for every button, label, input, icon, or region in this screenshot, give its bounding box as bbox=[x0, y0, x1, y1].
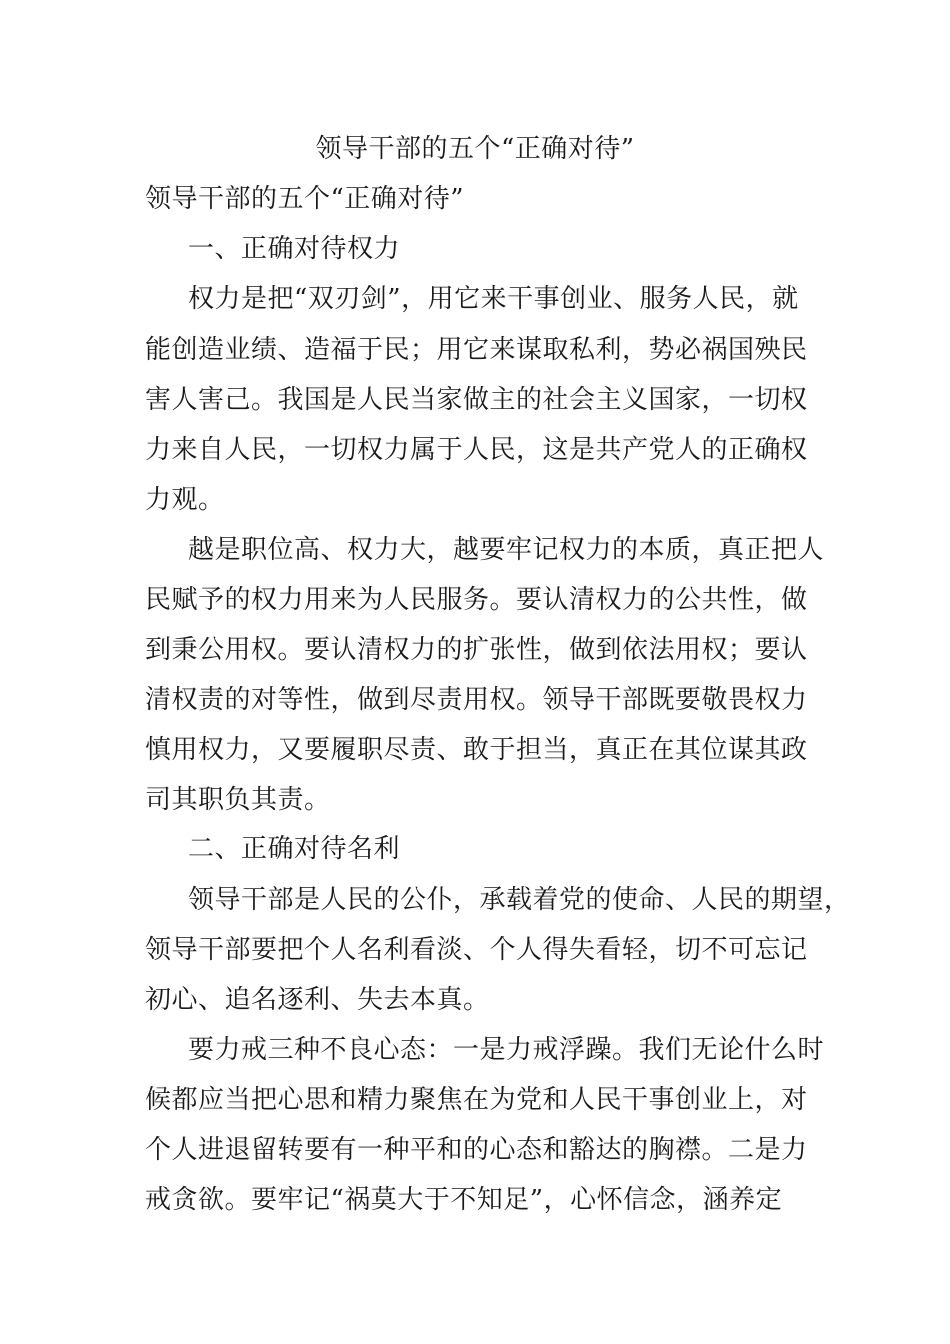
paragraph-line: 慎用权力，又要履职尽责、敢于担当，真正在其位谋其政 bbox=[145, 735, 808, 765]
paragraph-line: 民赋予的权力用来为人民服务。要认清权力的公共性，做 bbox=[145, 585, 808, 615]
section-heading-fame: 二、正确对待名利 bbox=[188, 834, 401, 864]
paragraph-line: 清权责的对等性，做到尽责用权。领导干部既要敬畏权力 bbox=[145, 685, 808, 715]
paragraph-line: 力观。 bbox=[145, 485, 225, 515]
paragraph-line: 越是职位高、权力大，越要牢记权力的本质，真正把人 bbox=[188, 535, 825, 565]
paragraph-line: 要力戒三种不良心态：一是力戒浮躁。我们无论什么时 bbox=[188, 1035, 825, 1065]
paragraph-line: 到秉公用权。要认清权力的扩张性，做到依法用权；要认 bbox=[145, 635, 808, 665]
paragraph-line: 初心、追名逐利、失去本真。 bbox=[145, 985, 490, 1015]
paragraph-line: 能创造业绩、造福于民；用它来谋取私利，势必祸国殃民 bbox=[145, 335, 808, 365]
section-heading-power: 一、正确对待权力 bbox=[188, 234, 401, 264]
paragraph-line: 戒贪欲。要牢记“祸莫大于不知足”，心怀信念，涵养定 bbox=[145, 1185, 783, 1215]
paragraph-line: 司其职负其责。 bbox=[145, 785, 331, 815]
subtitle-line: 领导干部的五个“正确对待” bbox=[145, 184, 465, 214]
paragraph-line: 权力是把“双刃剑”，用它来干事创业、服务人民，就 bbox=[188, 284, 799, 314]
paragraph-line: 害人害己。我国是人民当家做主的社会主义国家，一切权 bbox=[145, 385, 808, 415]
document-title: 领导干部的五个“正确对待” bbox=[315, 134, 635, 164]
paragraph-line: 领导干部要把个人名利看淡、个人得失看轻，切不可忘记 bbox=[145, 935, 808, 965]
paragraph-line: 领导干部是人民的公仆，承载着党的使命、人民的期望， bbox=[188, 885, 851, 915]
paragraph-line: 力来自人民，一切权力属于人民，这是共产党人的正确权 bbox=[145, 435, 808, 465]
paragraph-line: 个人进退留转要有一种平和的心态和豁达的胸襟。二是力 bbox=[145, 1135, 808, 1165]
paragraph-line: 候都应当把心思和精力聚焦在为党和人民干事创业上，对 bbox=[145, 1085, 808, 1115]
